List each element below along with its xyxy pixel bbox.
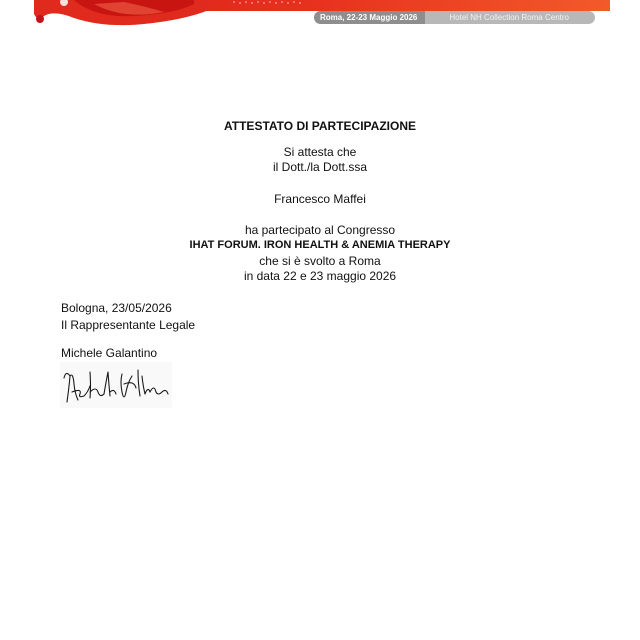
signatory-role: Il Rappresentante Legale [61,318,196,332]
event-venue-label: Hotel NH Collection Roma Centro [449,13,569,22]
event-date-label: Roma, 22-23 Maggio 2026 [314,11,425,24]
dates-line: in data 22 e 23 maggio 2026 [243,269,397,283]
congress-name: IHAT FORUM. IRON HEALTH & ANEMIA THERAPY [189,239,451,251]
participant-name: Francesco Maffei [274,192,366,206]
attest-line: Si attesta che [283,145,357,159]
participation-line: ha partecipato al Congresso [244,223,396,237]
place-line: che si è svolto a Roma [259,254,381,268]
handwritten-signature [60,362,172,408]
signatory-name: Michele Galantino [61,346,158,360]
header-banner [34,0,610,27]
place-date: Bologna, 23/05/2026 [61,301,172,315]
certificate-title: ATTESTATO DI PARTECIPAZIONE [224,119,416,133]
event-info-bar [314,11,595,24]
title-line: il Dott./la Dott.ssa [272,160,368,174]
